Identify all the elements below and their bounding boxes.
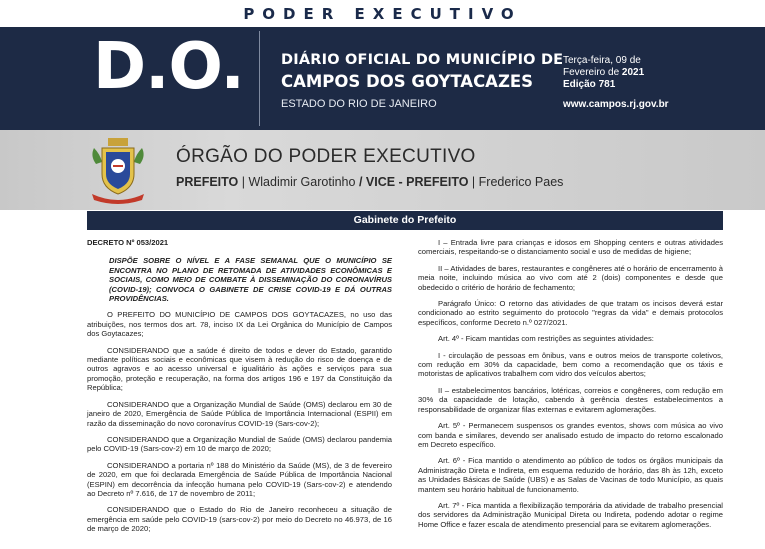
coat-of-arms-icon bbox=[86, 136, 150, 204]
paragraph: II – Atividades de bares, restaurantes e congêneres até o horário de encerramento à meia noite, incluindo música ao vivo com até 2 (dois) componentes e desde que obedecido o critério de horário de fechamento; bbox=[418, 263, 723, 292]
date-year: 2021 bbox=[621, 67, 645, 78]
date-line1: Terça-feira, 09 de bbox=[563, 55, 641, 66]
right-column bbox=[418, 238, 723, 536]
organ-title: ÓRGÃO DO PODER EXECUTIVO bbox=[176, 146, 476, 167]
decree-summary: DISPÕE SOBRE O NÍVEL E A FASE SEMANAL QUE O MUNICÍPIO SE ENCONTRA NO PLANO DE RETOMADA DE ATIVIDADES ECONÔMICAS E SOCIAIS, COMO MEIO DE COMBATE À DISSEMINAÇÃO DO CORONAVÍRUS (COVID-19); CONVOCA O GABINETE DE CRISE COVID-19 E DÁ OUTRAS PROVIDÊNCIAS. bbox=[109, 256, 392, 304]
paragraph: Art. 4º - Ficam mantidas com restrições as seguintes atividades: bbox=[438, 334, 654, 344]
edition-date bbox=[563, 55, 673, 91]
edition-number: Edição 781 bbox=[563, 79, 616, 90]
vice-mayor-label: / VICE - PREFEITO bbox=[358, 175, 469, 189]
do-logo: D.O. bbox=[93, 30, 244, 104]
newspaper-title-line1: DIÁRIO OFICIAL DO MUNICÍPIO DE bbox=[281, 52, 564, 68]
left-column bbox=[87, 238, 392, 541]
paragraph: Art. 6º - Fica mantido o atendimento ao público de todos os órgãos municipais da Administração Direta e Indireta, em esquema reduzido de horário, das 8h às 12h, exceto as Unidades Básicas de Saúde (UBS) e as Salas de Vacinas de todo Município, as quais mantem seu horário habitual de funcionamento. bbox=[418, 456, 723, 494]
mayor-label: PREFEITO bbox=[176, 175, 239, 189]
state-label: ESTADO DO RIO DE JANEIRO bbox=[281, 98, 437, 110]
paragraph: Parágrafo Único: O retorno das atividades de que tratam os incisos deverá estar condicionado ao estrito seguimento do protocolo "regras da vida" e demais protocolos específicos, conforme Decreto n.º 027/2021. bbox=[418, 299, 723, 327]
paragraph: CONSIDERANDO que a Organização Mundial de Saúde (OMS) declarou pandemia pelo COVID-19 (Sars-cov-2) em 10 de março de 2020; bbox=[87, 434, 392, 454]
website-link[interactable]: www.campos.rj.gov.br bbox=[563, 99, 669, 110]
paragraph: CONSIDERANDO que a Organização Mundial de Saúde (OMS) declarou em 30 de janeiro de 2020, Emergência de Saúde Pública de Importância Internacional (ESPII) em razão da disseminação do novo coronavírus COVID-19 (Sars-cov-2); bbox=[87, 399, 392, 428]
newspaper-title-line2: CAMPOS DOS GOYTACAZES bbox=[281, 72, 534, 91]
decree-number: DECRETO Nº 053/2021 bbox=[87, 238, 169, 247]
paragraph: O PREFEITO DO MUNICÍPIO DE CAMPOS DOS GOYTACAZES, no uso das atribuições, nos termos dos art. 78, inciso IX da Lei Orgânica do Município de Campos dos Goytacazes; bbox=[87, 310, 392, 339]
vice-mayor-name: | Frederico Paes bbox=[468, 175, 564, 189]
paragraph: Art. 7º - Fica mantida a flexibilização temporária da atividade de trabalho presencial dos servidores da Administração Municipal Direta ou Indireta, podendo adotar o regime Home Office e fazer escala de atendimento presencial para se evitarem aglomerações. bbox=[418, 500, 723, 529]
paragraph: Art. 5º - Permanecem suspensos os grandes eventos, shows com música ao vivo com banda e similares, devendo ser analisado estudo de impacto do retorno escalonado em Decreto específico. bbox=[418, 421, 723, 449]
mayor-name: | Wladimir Garotinho bbox=[238, 175, 359, 189]
section-header: Gabinete do Prefeito bbox=[87, 211, 723, 230]
masthead-divider bbox=[259, 31, 260, 126]
paragraph: CONSIDERANDO a portaria nº 188 do Ministério da Saúde (MS), de 3 de fevereiro de 2020, em que foi declarada Emergência de Saúde Pública de Importância Nacional (ESPIN) em decorrência da infecção humana pelo COVID-19 (Sars-cov-2) e atendendo ao Decreto nº 7.616, de 17 de novembro de 2011; bbox=[87, 460, 392, 498]
paragraph: I - circulação de pessoas em ônibus, vans e outros meios de transporte coletivos, com redução em 30% da capacidade, bem como a recomendação que os táxis e motoristas de aplicativos trabalhem com vidro dos veículos abertos; bbox=[418, 350, 723, 379]
paragraph: I – Entrada livre para crianças e idosos em Shopping centers e outras atividades comerciais, respeitando-se o distanciamento social e uso de medidas de higiene; bbox=[418, 238, 723, 257]
paragraph: II – estabelecimentos bancários, lotéricas, correios e congêneres, com redução em 30% da capacidade de lotação, cabendo à gerência destes estabelecimentos a responsabilidade de organizar filas externas e evitarem aglomerações. bbox=[418, 385, 723, 414]
date-line2: Fevereiro de bbox=[563, 67, 622, 78]
poder-executivo-banner: PODER EXECUTIVO bbox=[243, 5, 522, 23]
paragraph: CONSIDERANDO que o Estado do Rio de Janeiro reconheceu a situação de emergência em saúde pelo COVID-19 (sars-cov-2) por meio do Decreto no 46.973, de 16 de março de 2020; bbox=[87, 505, 392, 534]
top-banner bbox=[0, 0, 765, 27]
paragraph: CONSIDERANDO que a saúde é direito de todos e dever do Estado, garantido mediante políticas sociais e econômicas que visem à redução do risco de doença e de outros agravos e ao acesso universal e igualitário às ações e serviços para sua promoção, proteção e recuperação, na forma dos artigos 196 e 197 da Constituição da República; bbox=[87, 345, 392, 393]
mayor-line bbox=[176, 175, 563, 189]
